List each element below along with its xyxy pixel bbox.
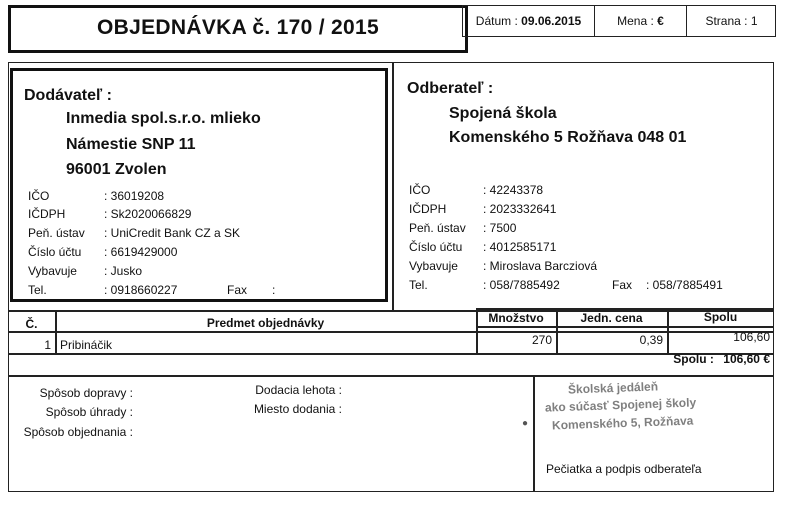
customer-phone-value: : 058/7885492 <box>483 278 560 292</box>
supplier-phone-label: Tel. <box>28 283 47 297</box>
column-header-unit-price: Jedn. cena <box>580 311 643 325</box>
date-value: 09.06.2015 <box>521 14 582 28</box>
supplier-icdph-label: IČDPH <box>28 207 66 221</box>
customer-account-label: Číslo účtu <box>409 240 463 254</box>
order-title-box <box>8 5 468 53</box>
supplier-account-label: Číslo účtu <box>28 245 82 259</box>
customer-heading: Odberateľ : <box>407 80 494 97</box>
supplier-name-line-3: 96001 Zvolen <box>66 161 167 178</box>
supplier-icdph-value: : Sk2020066829 <box>104 207 192 221</box>
customer-icdph-label: IČDPH <box>409 202 447 216</box>
row-item: Pribináčik <box>60 338 113 352</box>
ordering-label: Spôsob objednania : <box>23 425 133 439</box>
supplier-phone-value: : 0918660227 <box>104 283 178 297</box>
supplier-account-value: : 6619429000 <box>104 245 178 259</box>
sum-row <box>600 352 770 366</box>
customer-handler-label: Vybavuje <box>409 259 458 273</box>
page-value: 1 <box>750 14 758 28</box>
supplier-bank-value: : UniCredit Bank CZ a SK <box>104 226 241 240</box>
delivery-deadline-label: Dodacia lehota : <box>255 383 342 397</box>
customer-account-value: : 4012585171 <box>483 240 557 254</box>
page-label: Strana : <box>705 14 748 28</box>
date-label: Dátum : <box>475 14 518 28</box>
customer-handler-value: : Miroslava Barcziová <box>483 259 598 273</box>
supplier-fax-label: Fax <box>227 283 248 297</box>
transport-label: Spôsob dopravy : <box>39 386 133 400</box>
date-cell <box>462 6 594 36</box>
column-header-total: Spolu <box>703 310 738 324</box>
supplier-ico-value: : 36019208 <box>104 189 165 203</box>
party-divider <box>392 62 394 310</box>
customer-phone-label: Tel. <box>409 278 428 292</box>
sum-value: 106,60 € <box>723 352 770 366</box>
row-no: 1 <box>44 338 51 352</box>
order-meta <box>462 5 776 37</box>
customer-fax-label: Fax <box>612 278 633 292</box>
stamp-line-2: ako súčasť Spojenej školy <box>544 395 697 415</box>
row-unit-price: 0,39 <box>639 333 663 347</box>
customer-bank-value: : 7500 <box>483 221 517 235</box>
customer-ico-label: IČO <box>409 183 431 197</box>
customer-fax-value: : 058/7885491 <box>646 278 723 292</box>
supplier-fax-value: : <box>272 283 276 297</box>
stamp-line-3: Komenského 5, Rožňava <box>551 413 694 433</box>
currency-cell <box>594 6 686 36</box>
supplier-handler-label: Vybavuje <box>28 264 77 278</box>
column-header-no: Č. <box>25 317 38 331</box>
page-title: OBJEDNÁVKA č. 170 / 2015 <box>97 16 379 39</box>
payment-label: Spôsob úhrady : <box>45 405 133 419</box>
row-total: 106,60 <box>733 330 770 344</box>
currency-value: € <box>657 14 664 28</box>
customer-ico-value: : 42243378 <box>483 183 544 197</box>
customer-bank-label: Peň. ústav <box>409 221 466 235</box>
column-header-qty: Množstvo <box>488 311 544 325</box>
table-header-inner-line <box>476 326 774 328</box>
delivery-place-label: Miesto dodania : <box>253 402 342 416</box>
page-number-cell <box>686 6 776 36</box>
column-header-item: Predmet objednávky <box>206 316 325 330</box>
supplier-heading: Dodávateľ : <box>24 87 112 104</box>
sum-label: Spolu : <box>673 352 714 366</box>
row-qty: 270 <box>531 333 552 347</box>
stamp-emblem-icon: ● <box>522 418 529 429</box>
customer-name-line-2: Komenského 5 Rožňava 048 01 <box>449 129 687 146</box>
signature-divider <box>533 375 535 492</box>
supplier-handler-value: : Jusko <box>104 264 143 278</box>
supplier-name-line-1: Inmedia spol.s.r.o. mlieko <box>66 110 261 127</box>
customer-name-line-1: Spojená škola <box>449 105 557 122</box>
customer-icdph-value: : 2023332641 <box>483 202 557 216</box>
supplier-name-line-2: Námestie SNP 11 <box>66 136 196 153</box>
signature-label: Pečiatka a podpis odberateľa <box>546 462 702 476</box>
table-bottom-line <box>8 375 774 377</box>
supplier-bank-label: Peň. ústav <box>28 226 85 240</box>
currency-label: Mena : <box>617 14 654 28</box>
supplier-ico-label: IČO <box>28 189 50 203</box>
stamp-line-1: Školská jedáleň <box>567 379 659 397</box>
